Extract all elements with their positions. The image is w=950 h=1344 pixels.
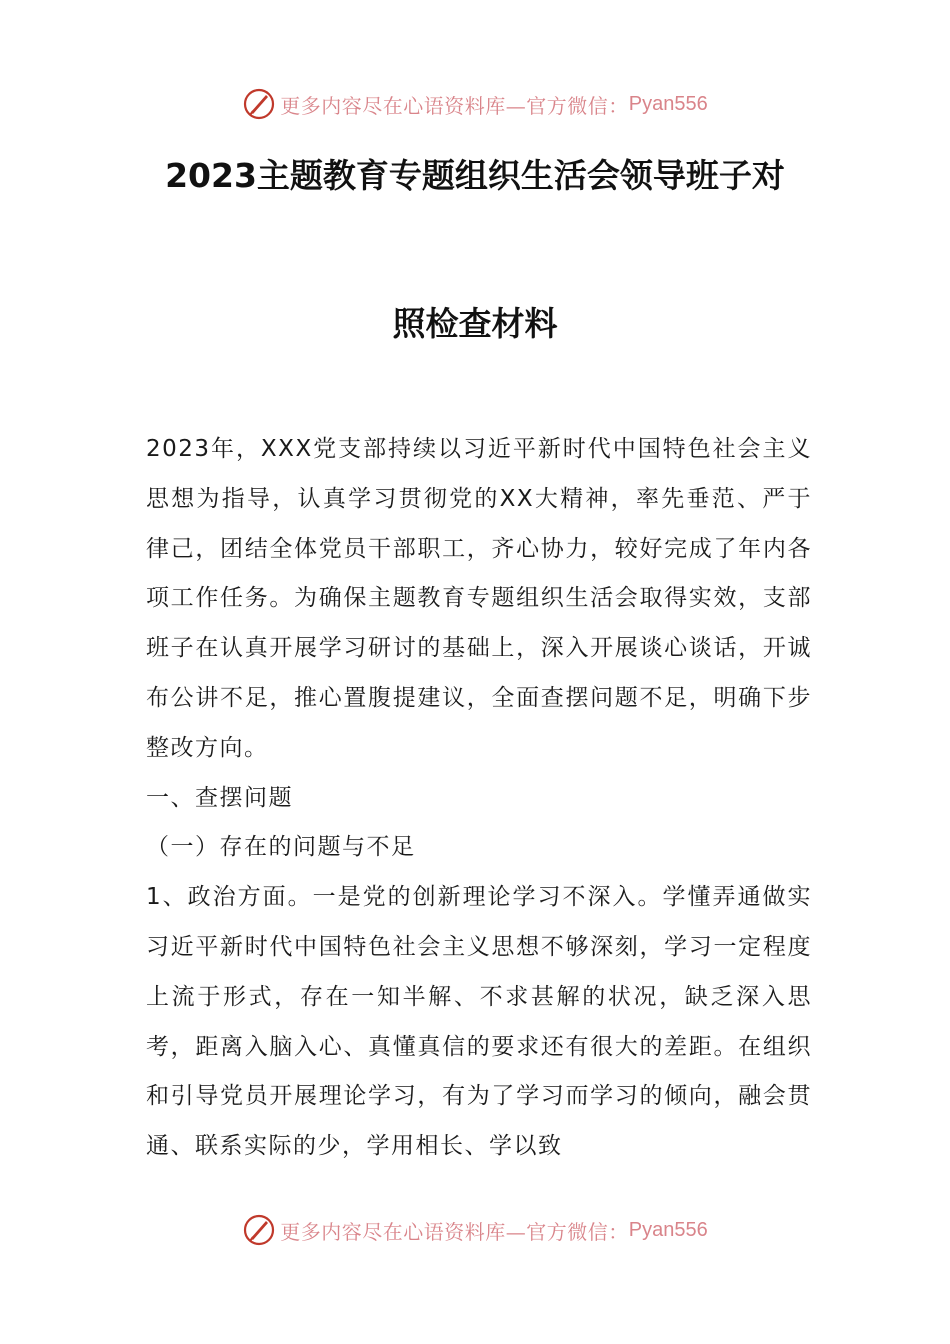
watermark-wechat-id: Pyan556 <box>628 1218 708 1241</box>
document-title-line-1: 2023主题教育专题组织生活会领导班子对 <box>165 156 785 195</box>
point-paragraph: 1、政治方面。一是党的创新理论学习不深入。学懂弄通做实习近平新时代中国特色社会主义思想不够深刻，学习一定程度上流于形式，存在一知半解、不求甚解的状况，缺乏深入思考，距离入脑入心、真懂真信的要求还有很大的差距。在组织和引导党员开展理论学习，有为了学习而学习的倾向，融会贯通、联系实际的少，学用相长、学以致 <box>146 884 812 1160</box>
document-body <box>146 425 812 1172</box>
intro-paragraph: 2023年，XXX党支部持续以习近平新时代中国特色社会主义思想为指导，认真学习贯彻党的XX大精神，率先垂范、严于律己，团结全体党员干部职工，齐心协力，较好完成了年内各项工作任务。为确保主题教育专题组织生活会取得实效，支部班子在认真开展学习研讨的基础上，深入开展谈心谈话，开诚布公讲不足，推心置腹提建议，全面查摆问题不足，明确下步整改方向。 <box>146 436 812 761</box>
watermark-banner-top <box>0 84 950 124</box>
watermark-wechat-id: Pyan556 <box>628 92 708 115</box>
quill-logo-icon <box>242 1213 276 1247</box>
watermark-banner-bottom <box>0 1210 950 1250</box>
section-heading: 一、查摆问题 <box>146 784 293 811</box>
document-title-line-2: 照检查材料 <box>392 304 558 343</box>
subsection-heading: （一）存在的问题与不足 <box>146 834 416 861</box>
quill-logo-icon <box>242 87 276 121</box>
watermark-text: 更多内容尽在心语资料库—官方微信： <box>280 93 629 118</box>
watermark-text: 更多内容尽在心语资料库—官方微信： <box>280 1219 629 1244</box>
